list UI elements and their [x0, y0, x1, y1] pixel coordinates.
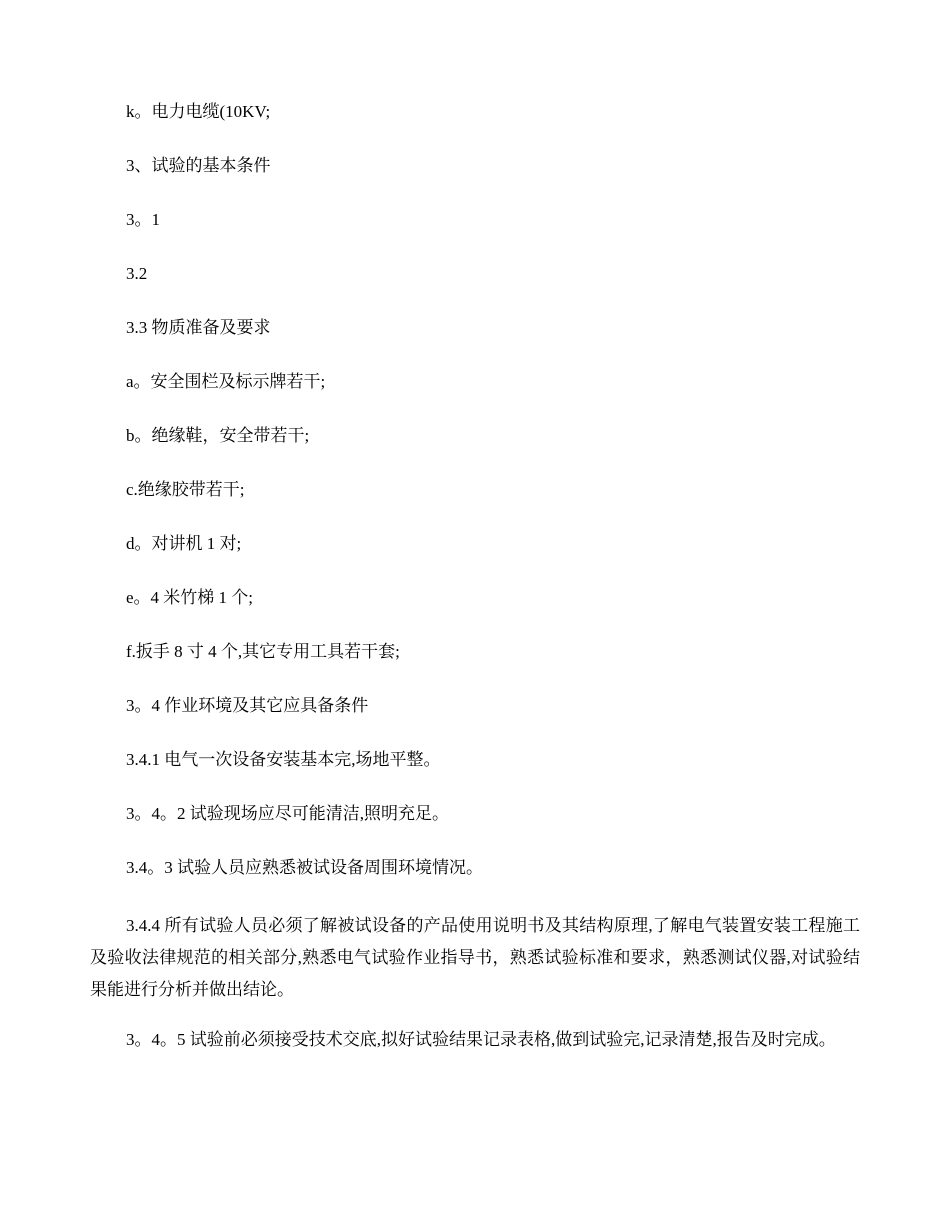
paragraph: 3.4.4 所有试验人员必须了解被试设备的产品使用说明书及其结构原理,了解电气装置安装工程施工及验收法律规范的相关部分,熟悉电气试验作业指导书，熟悉试验标准和要求，熟悉测试仪器,对试验结果能进行分析并做出结论。 — [90, 916, 860, 999]
document-body — [90, 100, 860, 1074]
text-line: k。电力电缆(10KV; — [126, 102, 271, 121]
text-line: 3。1 — [126, 210, 160, 229]
list-item: c.绝缘胶带若干; — [126, 480, 245, 499]
list-item: b。绝缘鞋，安全带若干; — [126, 426, 310, 445]
list-item: e。4 米竹梯 1 个; — [126, 588, 254, 607]
text-line: 3.4。3 试验人员应熟悉被试设备周围环境情况。 — [126, 858, 483, 877]
text-line: 3。4。2 试验现场应尽可能清洁,照明充足。 — [126, 804, 449, 823]
text-line: 3.2 — [126, 264, 148, 283]
text-line: 3.4.1 电气一次设备安装基本完,场地平整。 — [126, 750, 441, 769]
paragraph: 3。4。5 试验前必须接受技术交底,拟好试验结果记录表格,做到试验完,记录清楚,报告及时完成。 — [126, 1030, 836, 1049]
list-item: a。安全围栏及标示牌若干; — [126, 372, 326, 391]
section-heading: 3。4 作业环境及其它应具备条件 — [126, 696, 369, 715]
list-item: d。对讲机 1 对; — [126, 534, 242, 553]
list-item: f.扳手 8 寸 4 个,其它专用工具若干套; — [126, 642, 400, 661]
section-heading: 3.3 物质准备及要求 — [126, 318, 271, 337]
section-heading: 3、试验的基本条件 — [126, 156, 271, 175]
